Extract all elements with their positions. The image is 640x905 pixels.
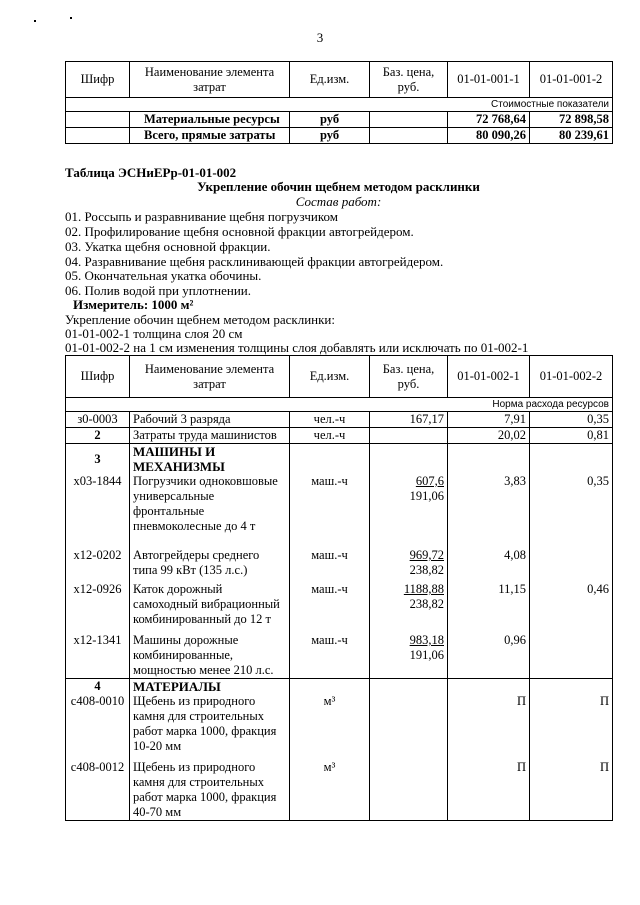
- row-unit: м³: [290, 694, 370, 760]
- section-title: МАТЕРИАЛЫ: [130, 679, 290, 695]
- row-price: 969,72: [409, 548, 444, 562]
- table-row: [66, 112, 613, 128]
- row-value-1: П: [448, 694, 530, 760]
- row-value-2: П: [530, 760, 613, 821]
- page-number: 3: [316, 30, 324, 45]
- work-subtitle: Состав работ:: [295, 194, 382, 209]
- section-code: 4: [66, 679, 130, 695]
- table-caption: Норма расхода ресурсов: [66, 398, 613, 412]
- row-price-secondary: 238,82: [409, 563, 444, 577]
- table-row: [66, 412, 613, 428]
- resource-table: [65, 355, 613, 821]
- table-row: [66, 128, 613, 144]
- table-row: [66, 694, 613, 760]
- row-unit: маш.-ч: [290, 474, 370, 548]
- row-unit: чел.-ч: [290, 412, 370, 428]
- row-name: Машины дорожные комбинированные, мощностью менее 210 л.с.: [130, 633, 290, 679]
- header-base-price: Баз. цена, руб.: [370, 62, 448, 98]
- header-code: Шифр: [66, 356, 130, 398]
- row-value-2: П: [530, 694, 613, 760]
- row-value-2: 0,46: [530, 582, 613, 633]
- header-col1: 01-01-002-1: [448, 356, 530, 398]
- row-price-secondary: 191,06: [409, 489, 444, 503]
- row-name: Щебень из природного камня для строительных работ марка 1000, фракция 40-70 мм: [130, 760, 290, 821]
- section-row-materials: [66, 679, 613, 695]
- row-code: х12-0926: [66, 582, 130, 633]
- row-value-2: 0,81: [530, 428, 613, 444]
- table-row: [66, 760, 613, 821]
- section-title: МАШИНЫ И: [133, 444, 216, 459]
- table-row: [66, 548, 613, 582]
- row-name: Затраты труда машинистов: [130, 428, 290, 444]
- row-code: х12-0202: [66, 548, 130, 582]
- row-price: 167,17: [370, 412, 448, 428]
- row-value-2: 80 239,61: [530, 128, 613, 144]
- row-value-1: 7,91: [448, 412, 530, 428]
- table-caption: Стоимостные показатели: [66, 98, 613, 112]
- row-value-1: 3,83: [448, 474, 530, 548]
- row-name: Материальные ресурсы: [130, 112, 290, 128]
- section-title: МЕХАНИЗМЫ: [133, 459, 225, 474]
- row-value-2: 0,35: [530, 412, 613, 428]
- header-base-price: Баз. цена, руб.: [370, 356, 448, 398]
- scan-speck: [70, 17, 72, 19]
- header-unit: Ед.изм.: [290, 62, 370, 98]
- row-value-1: 0,96: [448, 633, 530, 679]
- section-row-machines: [66, 444, 613, 475]
- table-row: [66, 428, 613, 444]
- row-code: с408-0012: [66, 760, 130, 821]
- table-title: Таблица ЭСНиЕРр-01-01-002: [65, 165, 237, 180]
- row-code: с408-0010: [66, 694, 130, 760]
- table-header-row: [66, 62, 613, 98]
- row-price-secondary: 238,82: [409, 597, 444, 611]
- table-row: [66, 633, 613, 679]
- row-value-2: 72 898,58: [530, 112, 613, 128]
- header-code: Шифр: [66, 62, 130, 98]
- row-price: 983,18: [409, 633, 444, 647]
- cost-table: [65, 61, 613, 144]
- row-name: Автогрейдеры среднего типа 99 кВт (135 л.с.): [130, 548, 290, 582]
- header-col2: 01-01-002-2: [530, 356, 613, 398]
- row-unit: руб: [290, 112, 370, 128]
- description-line: 01-01-002-2 на 1 см изменения толщины слоя добавлять или исключать по 01-002-1: [65, 340, 529, 355]
- row-price: 1188,88: [403, 582, 444, 596]
- row-value-2: 0,35: [530, 474, 613, 548]
- row-code: 2: [66, 428, 130, 444]
- table-row: [66, 474, 613, 548]
- table-header-row: [66, 356, 613, 398]
- row-unit: маш.-ч: [290, 582, 370, 633]
- row-value-1: 11,15: [448, 582, 530, 633]
- row-price: 607,6: [415, 474, 444, 488]
- row-code: з0-0003: [66, 412, 130, 428]
- row-code: х03-1844: [66, 474, 130, 548]
- section-code: 3: [66, 444, 130, 475]
- header-col1: 01-01-001-1: [448, 62, 530, 98]
- row-name: Каток дорожный самоходный вибрационный комбинированный до 12 т: [130, 582, 290, 633]
- row-value-1: П: [448, 760, 530, 821]
- work-item: 04. Разравнивание щебня расклинивающей фракции автогрейдером.: [65, 254, 444, 269]
- caption-row: [66, 398, 613, 412]
- row-name: Погрузчики одноковшовые универсальные фронтальные пневмоколесные до 4 т: [130, 474, 290, 548]
- row-unit: чел.-ч: [290, 428, 370, 444]
- row-value-1: 72 768,64: [448, 112, 530, 128]
- meter-label: Измеритель: 1000 м²: [73, 297, 194, 312]
- description-line: 01-01-002-1 толщина слоя 20 см: [65, 326, 243, 341]
- row-unit: маш.-ч: [290, 633, 370, 679]
- row-name: Рабочий 3 разряда: [130, 412, 290, 428]
- work-item: 02. Профилирование щебня основной фракции автогрейдером.: [65, 224, 414, 239]
- row-price-secondary: 191,06: [409, 648, 444, 662]
- caption-row: [66, 98, 613, 112]
- row-value-1: 4,08: [448, 548, 530, 582]
- work-item: 01. Россыпь и разравнивание щебня погрузчиком: [65, 209, 338, 224]
- row-name: Щебень из природного камня для строительных работ марка 1000, фракция 10-20 мм: [130, 694, 290, 760]
- row-unit: м³: [290, 760, 370, 821]
- row-unit: маш.-ч: [290, 548, 370, 582]
- row-value-1: 20,02: [448, 428, 530, 444]
- table-row: [66, 582, 613, 633]
- work-item: 06. Полив водой при уплотнении.: [65, 283, 252, 298]
- header-col2: 01-01-001-2: [530, 62, 613, 98]
- header-name: Наименование элемента затрат: [130, 62, 290, 98]
- scan-speck: [34, 20, 36, 22]
- row-value-1: 80 090,26: [448, 128, 530, 144]
- description-line: Укрепление обочин щебнем методом расклинки:: [65, 312, 335, 327]
- row-unit: руб: [290, 128, 370, 144]
- work-title: Укрепление обочин щебнем методом расклинки: [197, 179, 480, 194]
- work-item: 03. Укатка щебня основной фракции.: [65, 239, 271, 254]
- row-code: х12-1341: [66, 633, 130, 679]
- header-name: Наименование элемента затрат: [130, 356, 290, 398]
- header-unit: Ед.изм.: [290, 356, 370, 398]
- work-item: 05. Окончательная укатка обочины.: [65, 268, 262, 283]
- row-name: Всего, прямые затраты: [130, 128, 290, 144]
